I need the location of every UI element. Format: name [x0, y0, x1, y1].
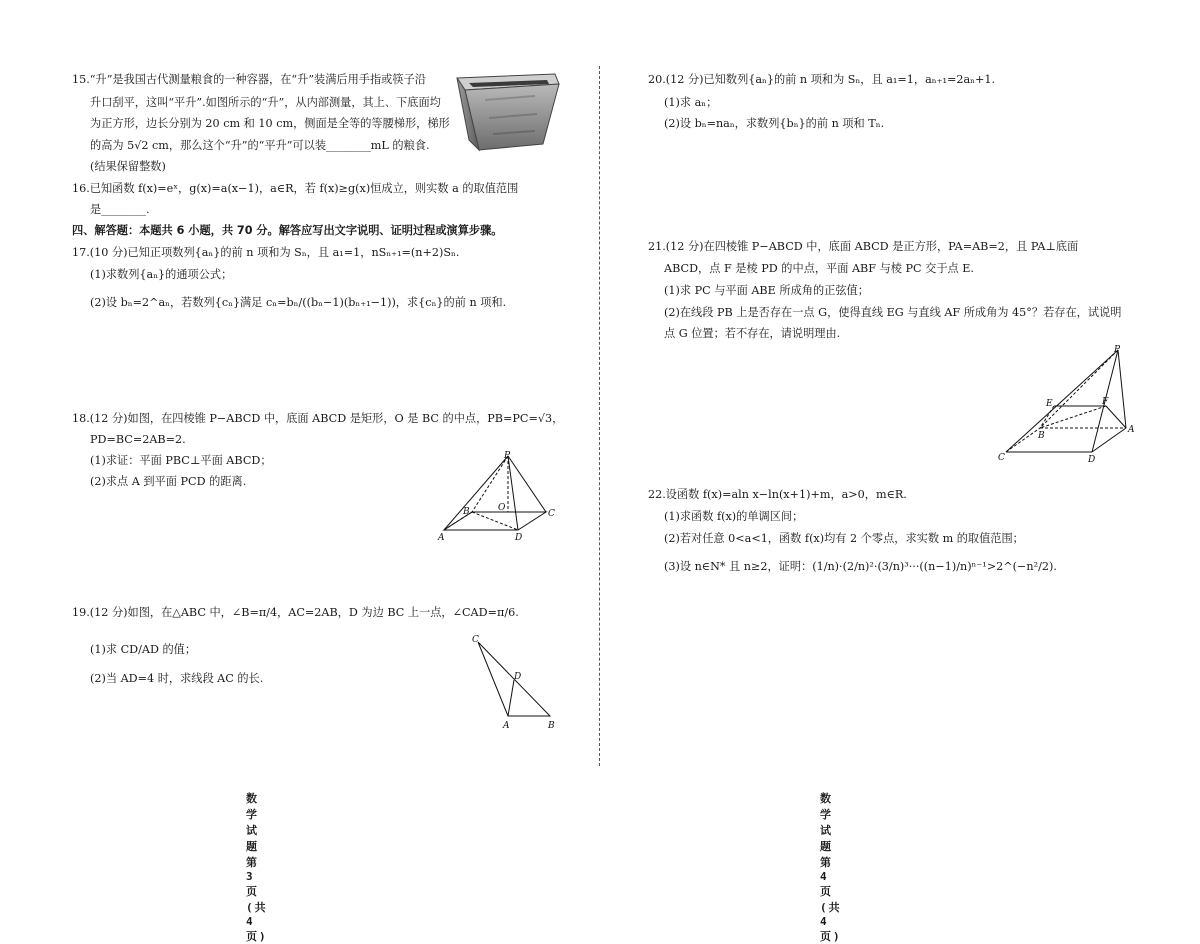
q21-line-2: ABCD，点 F 是棱 PD 的中点，平面 ABF 与棱 PC 交于点 E. [664, 262, 974, 275]
q17-line-1: 17.(10 分)已知正项数列{aₙ}的前 n 项和为 Sₙ，且 a₁=1，nSₙ₊₁=(n+2)Sₙ. [72, 246, 460, 259]
q21-line-3: (1)求 PC 与平面 ABE 所成角的正弦值； [664, 284, 869, 297]
q18-line-4: (2)求点 A 到平面 PCD 的距离. [90, 475, 247, 488]
q18-line-2: PD=BC=2AB=2. [90, 433, 186, 446]
fig21-label-C: C [998, 453, 1005, 463]
fig21-label-P: P [1114, 345, 1121, 355]
q18-line-1: 18.(12 分)如图，在四棱锥 P−ABCD 中，底面 ABCD 是矩形，O 是 BC 的中点，PB=PC=√3， [72, 412, 564, 425]
fig21-label-E: E [1046, 399, 1053, 409]
fig19-label-D: D [514, 672, 522, 682]
q21-line-5: 点 G 位置；若不存在，请说明理由. [664, 327, 841, 340]
page-footer-3: 数学试题 第 3 页(共 4 页) [246, 792, 268, 943]
q18-line-3: (1)求证：平面 PBC⊥平面 ABCD； [90, 454, 272, 467]
fig18-label-C: C [548, 509, 555, 519]
pyramid-figure-21 [996, 344, 1136, 466]
q21-line-1: 21.(12 分)在四棱锥 P−ABCD 中，底面 ABCD 是正方形，PA=AB=2，且 PA⊥底面 [648, 240, 1079, 253]
fig21-label-F: F [1102, 397, 1109, 407]
fig21-label-D: D [1088, 455, 1096, 465]
sheng-container-photo [455, 70, 561, 152]
q22-line-3: (2)若对任意 0<a<1，函数 f(x)均有 2 个零点，求实数 m 的取值范围； [664, 532, 1024, 545]
q17-line-2: (1)求数列{aₙ}的通项公式； [90, 268, 233, 281]
q19-line-1: 19.(12 分)如图，在△ABC 中，∠B=π/4，AC=2AB，D 为边 BC 上一点，∠CAD=π/6. [72, 606, 519, 619]
q20-line-3: (2)设 bₙ=naₙ，求数列{bₙ}的前 n 项和 Tₙ. [664, 117, 885, 130]
pyramid-figure-18 [436, 450, 562, 542]
page-divider [599, 66, 600, 766]
fig21-label-A: A [1128, 425, 1135, 435]
section-4-heading: 四、解答题：本题共 6 小题，共 70 分。解答应写出文字说明、证明过程或演算步骤。 [72, 224, 503, 237]
fig18-label-O: O [498, 503, 506, 513]
q17-line-3: (2)设 bₙ=2^aₙ，若数列{cₙ}满足 cₙ=bₙ/((bₙ−1)(bₙ₊₁−1))，求{cₙ}的前 n 项和. [90, 296, 507, 309]
q22-line-1: 22.设函数 f(x)=aln x−ln(x+1)+m，a>0，m∈R. [648, 488, 907, 501]
q19-line-3: (2)当 AD=4 时，求线段 AC 的长. [90, 672, 264, 685]
q22-line-4: (3)设 n∈N* 且 n≥2，证明：(1/n)·(2/n)²·(3/n)³···((n−1)/n)ⁿ⁻¹>2^(−n²/2). [664, 560, 1057, 573]
q15-line-1: 15.“升”是我国古代测量粮食的一种容器，在“升”装满后用手指或筷子沿 [72, 73, 426, 86]
page-footer-4: 数学试题 第 4 页(共 4 页) [820, 792, 842, 943]
fig19-label-A: A [503, 721, 510, 731]
q16-line-2: 是________. [90, 203, 150, 216]
q15-line-3: 为正方形，边长分别为 20 cm 和 10 cm，侧面是全等的等腰梯形，梯形 [90, 117, 450, 130]
triangle-figure-19 [466, 632, 566, 734]
q22-line-2: (1)求函数 f(x)的单调区间； [664, 510, 804, 523]
q15-line-4: 的高为 5√2 cm，那么这个“升”的“平升”可以装________mL 的粮食. [90, 139, 430, 152]
fig18-label-A: A [438, 533, 445, 542]
q21-line-4: (2)在线段 PB 上是否存在一点 G，使得直线 EG 与直线 AF 所成角为 45°？若存在，试说明 [664, 306, 1122, 319]
q20-line-2: (1)求 aₙ； [664, 96, 718, 109]
fig19-label-B: B [548, 721, 555, 731]
fig18-label-P: P [504, 451, 511, 461]
q20-line-1: 20.(12 分)已知数列{aₙ}的前 n 项和为 Sₙ，且 a₁=1，aₙ₊₁=2aₙ+1. [648, 73, 996, 86]
fig19-label-C: C [472, 635, 479, 645]
q16-line-1: 16.已知函数 f(x)=eˣ，g(x)=a(x−1)，a∈R，若 f(x)≥g(x)恒成立，则实数 a 的取值范围 [72, 182, 519, 195]
fig18-label-B: B [463, 507, 470, 517]
q19-line-2: (1)求 CD/AD 的值； [90, 643, 197, 656]
fig21-label-B: B [1038, 431, 1045, 441]
q15-line-2: 升口刮平，这叫“平升”.如图所示的“升”，从内部测量，其上、下底面均 [90, 96, 441, 109]
q15-line-5: (结果保留整数) [90, 160, 166, 173]
fig18-label-D: D [515, 533, 523, 542]
